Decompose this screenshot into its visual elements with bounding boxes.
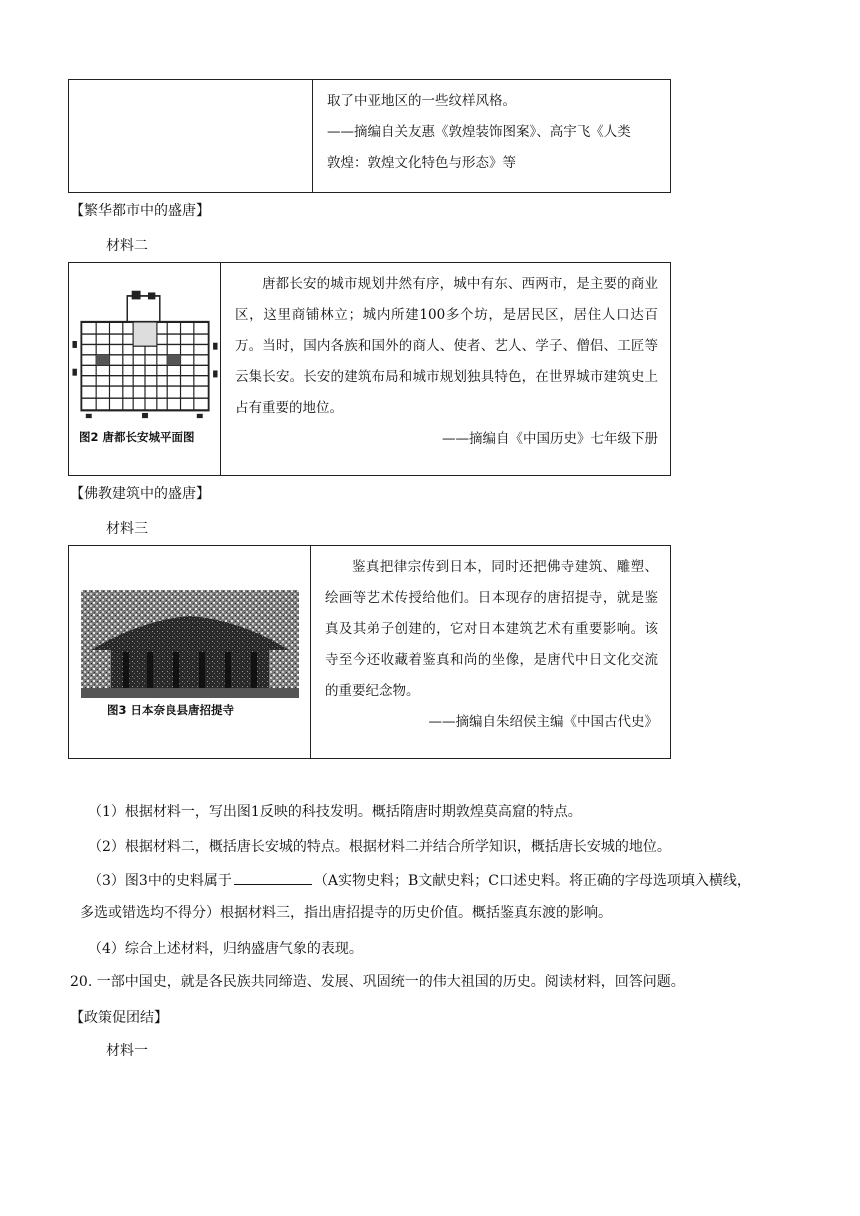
- material-three-text: 鉴真把律宗传到日本，同时还把佛寺建筑、雕塑、绘画等艺术传授给他们。日本现存的唐招提寺，就是鉴真及其弟子创建的，它对日本建筑艺术有重要影响。该寺至今还收藏着鉴真和尚的坐像，是唐代中日文化交流的重要纪念物。: [325, 559, 658, 699]
- material-three-table: [68, 545, 671, 759]
- material-two-text: 唐都长安的城市规划井然有序，城中有东、西两市，是主要的商业区，这里商铺林立；城内所建100多个坊，是居民区，居住人口达百万。当时，国内各族和国外的商人、使者、艺人、学子、僧侣、工匠等云集长安。长安的建筑布局和城市规划独具特色，在世界城市建筑史上占有重要的地位。: [235, 276, 658, 416]
- material-three-text-cell: [311, 546, 670, 758]
- figure-three-caption: 图3 日本奈良县唐招提寺: [107, 703, 235, 717]
- changan-map-figure: [71, 289, 219, 419]
- source-line: 敦煌：敦煌文化特色与形态》等: [327, 155, 516, 171]
- material-one-table: [68, 79, 671, 193]
- question-3-line2: 多选或错选均不得分）根据材料三，指出唐招提寺的历史价值。概括鉴真东渡的影响。: [80, 905, 612, 921]
- material-three-source: ——摘编自朱绍侯主编《中国古代史》: [428, 714, 658, 730]
- material-two-text-cell: [221, 263, 670, 475]
- section-heading-buddhist: 【佛教建筑中的盛唐】: [70, 486, 210, 502]
- material-two-label: 材料二: [106, 238, 148, 254]
- empty-image-cell: [69, 80, 313, 192]
- figure-two-caption: 图2 唐都长安城平面图: [79, 430, 195, 444]
- question-3-part1: （3）图3中的史料属于: [88, 873, 232, 889]
- question-3-part2: （A实物史料；B文献史料；C口述史料。将正确的字母选项填入横线，: [313, 873, 751, 889]
- question-20-stem: 20. 一部中国史，就是各民族共同缔造、发展、巩固统一的伟大祖国的历史。阅读材料，回答问题。: [70, 974, 685, 990]
- figure-cell: [69, 263, 221, 475]
- text-line: 取了中亚地区的一些纹样风格。: [327, 93, 516, 109]
- material-three-label: 材料三: [106, 521, 148, 537]
- section-heading-city: 【繁华都市中的盛唐】: [70, 203, 210, 219]
- material-one-text-cell: [313, 80, 670, 192]
- question-1: （1）根据材料一，写出图1反映的科技发明。概括隋唐时期敦煌莫高窟的特点。: [88, 804, 582, 820]
- material-two-source: ——摘编自《中国历史》七年级下册: [442, 431, 658, 447]
- question-2: （2）根据材料二，概括唐长安城的特点。根据材料二并结合所学知识，概括唐长安城的地位。: [88, 839, 671, 855]
- material-two-table: [68, 262, 671, 476]
- figure-cell: [69, 546, 311, 758]
- question-3: [88, 866, 788, 896]
- question-4: （4）综合上述材料，归纳盛唐气象的表现。: [88, 941, 363, 957]
- material-one-label: 材料一: [106, 1043, 148, 1059]
- source-line: ——摘编自关友惠《敦煌装饰图案》、高宇飞《人类: [327, 124, 631, 140]
- section-heading-policy: 【政策促团结】: [70, 1010, 168, 1026]
- answer-blank[interactable]: [234, 870, 312, 885]
- toshodaiji-photo: [81, 590, 299, 698]
